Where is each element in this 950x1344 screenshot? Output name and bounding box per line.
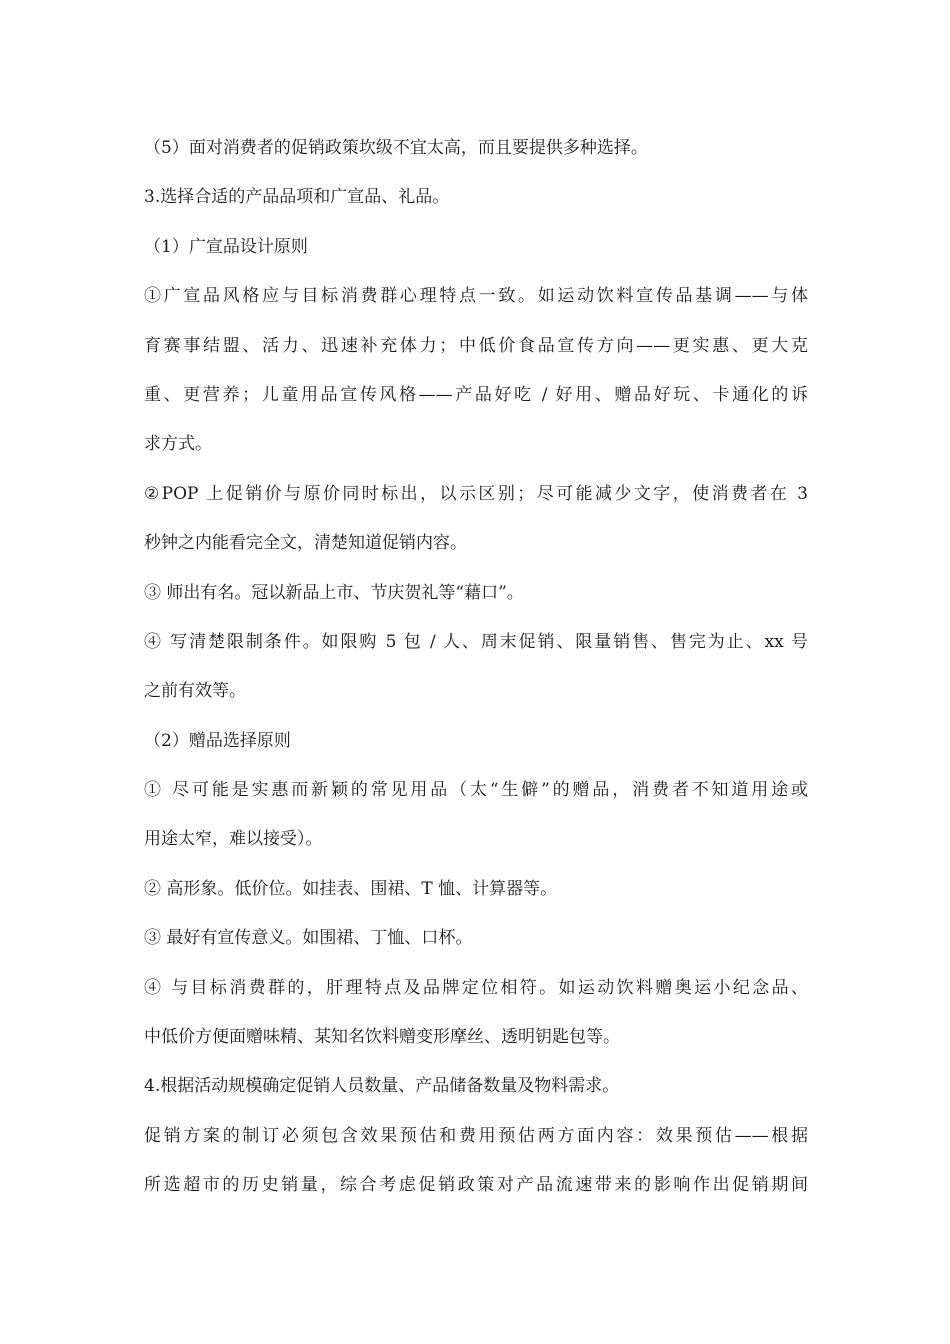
text-line: 促销方案的制订必须包含效果预估和费用预估两方面内容：效果预估——根据 — [144, 1125, 808, 1146]
text-line: 重、更营养；儿童用品宣传风格——产品好吃 / 好用、赠品好玩、卡通化的诉 — [144, 384, 808, 405]
document-body — [144, 124, 808, 1211]
text-line: （5）面对消费者的促销政策坎级不宜太高，而且要提供多种选择。 — [144, 138, 648, 158]
subsection-heading: （2）赠品选择原则 — [144, 730, 291, 751]
text-line: 所选超市的历史销量，综合考虑促销政策对产品流速带来的影响作出促销期间 — [144, 1175, 808, 1196]
text-line: 中低价方便面赠味精、某知名饮料赠变形摩丝、透明钥匙包等。 — [144, 1027, 620, 1048]
text-line: 之前有效等。 — [144, 681, 246, 702]
text-line: 育赛事结盟、活力、迅速补充体力；中低价食品宣传方向——更实惠、更大克 — [144, 335, 808, 356]
subsection-heading: （1）广宣品设计原则 — [144, 236, 308, 257]
text-line: ①广宣品风格应与目标消费群心理特点一致。如运动饮料宣传品基调——与体 — [144, 286, 808, 307]
text-line: ②POP 上促销价与原价同时标出，以示区别；尽可能减少文字，使消费者在 3 — [144, 483, 808, 504]
text-line: 求方式。 — [144, 434, 212, 455]
section-heading: 4.根据活动规模确定促销人员数量、产品储备数量及物料需求。 — [144, 1076, 620, 1097]
text-line: ③ 最好有宣传意义。如围裙、丁恤、口杯。 — [144, 928, 473, 949]
text-line: ① 尽可能是实惠而新颖的常见用品（太“生僻”的赠品，消费者不知道用途或 — [144, 780, 808, 801]
text-line: ② 高形象。低价位。如挂表、围裙、T 恤、计算器等。 — [144, 878, 558, 899]
text-line: ④ 与目标消费群的，肝理特点及品牌定位相符。如运动饮料赠奥运小纪念品、 — [144, 977, 808, 998]
text-line: 用途太窄，难以接受）。 — [144, 829, 323, 850]
text-line: ④ 写清楚限制条件。如限购 5 包 / 人、周末促销、限量销售、售完为止、xx 号 — [144, 631, 808, 652]
section-heading: 3.选择合适的产品品项和广宣品、礼品。 — [144, 187, 450, 208]
text-line: ③ 师出有名。冠以新品上市、节庆贺礼等“藉口”。 — [144, 582, 524, 603]
text-line: 秒钟之内能看完全文，清楚知道促销内容。 — [144, 533, 467, 554]
